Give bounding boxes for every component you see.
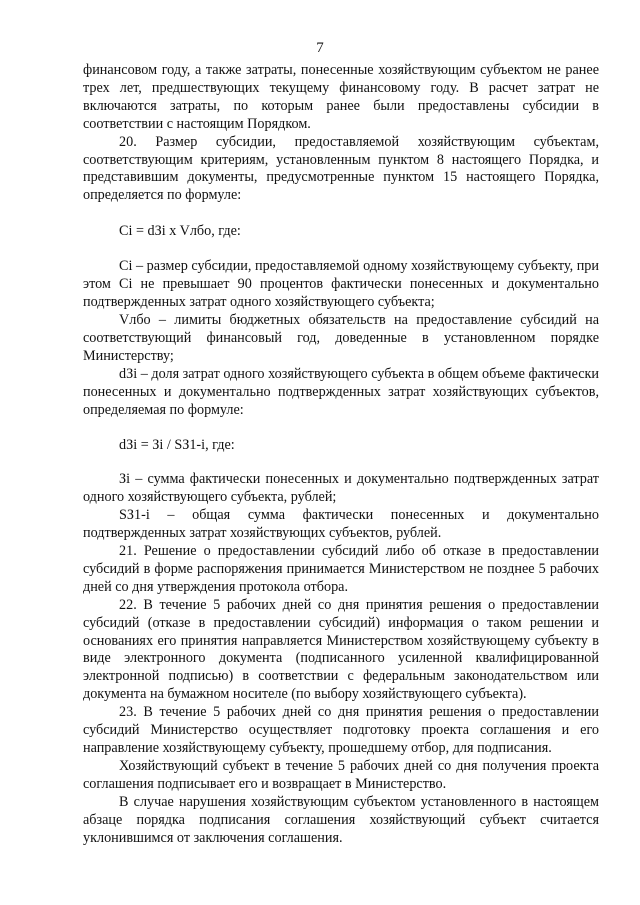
paragraph-20: 20. Размер субсидии, предоставляемой хозяйствующим субъектам, соответствующим критериям, установленным пунктом 8 настоящего Порядка, и представившим документы, предусмотренные пунктом 15 настоящего Порядка, определяется по формуле:: [83, 133, 599, 204]
definition-s31i: SЗ1-i – общая сумма фактически понесенных и документально подтвержденных затрат хозяйствующих субъектов, рублей.: [83, 507, 599, 542]
formula-subsidy-size: Ci = dЗi x Vлбо, где:: [119, 223, 241, 240]
paragraph-21: 21. Решение о предоставлении субсидий либо об отказе в предоставлении субсидий в форме распоряжения принимается Министерством не позднее 5 рабочих дней со дня утверждения протокола отбора.: [83, 543, 599, 595]
formula-cost-share: dЗi = Зi / SЗ1-i, где:: [119, 437, 235, 454]
paragraph-continuation: финансовом году, а также затраты, понесенные хозяйствующим субъектом не ранее трех лет, предшествующих текущему финансовому году. В расчет затрат не включаются затраты, по которым ранее были предоставлены субсидии в соответствии с настоящим Порядком.: [83, 62, 599, 132]
definition-3i: Зi – сумма фактически понесенных и документально подтвержденных затрат одного хозяйствующего субъекта, рублей;: [83, 471, 599, 506]
paragraph-23-violation: В случае нарушения хозяйствующим субъектом установленного в настоящем абзаце порядка подписания соглашения хозяйствующий субъект считается уклонившимся от заключения соглашения.: [83, 793, 599, 846]
definition-d3i: dЗi – доля затрат одного хозяйствующего субъекта в общем объеме фактически понесенных и документально подтвержденных затрат хозяйствующих субъектов, определяемая по формуле:: [83, 365, 599, 418]
definition-ci: Ci – размер субсидии, предоставляемой одному хозяйствующему субъекту, при этом Ci не превышает 90 процентов фактически понесенных и документально подтвержденных затрат одного хозяйствующего субъекта;: [83, 258, 599, 311]
page-number: 7: [316, 40, 324, 56]
paragraph-22: 22. В течение 5 рабочих дней со дня принятия решения о предоставлении субсидий (отказе в предоставлении субсидий) информация о таком решении и основаниях его принятия направляется Министерством хозяйствующему субъекту в виде электронного документа (подписанного усиленной квалифицированной электронной подписью) в соответствии с федеральным законодательством или документа на бумажном носителе (по выбору хозяйствующего субъекта).: [83, 596, 599, 703]
document-body: [83, 62, 599, 847]
paragraph-23-signing: Хозяйствующий субъект в течение 5 рабочих дней со дня получения проекта соглашения подписывает его и возвращает в Министерство.: [83, 757, 599, 792]
paragraph-23: 23. В течение 5 рабочих дней со дня принятия решения о предоставлении субсидий Министерство осуществляет подготовку проекта соглашения и его направление хозяйствующему субъекту, прошедшему отбор, для подписания.: [83, 704, 599, 756]
definition-vlbo: Vлбо – лимиты бюджетных обязательств на предоставление субсидий на соответствующий финансовый год, доведенные в установленном порядке Министерству;: [83, 311, 599, 364]
